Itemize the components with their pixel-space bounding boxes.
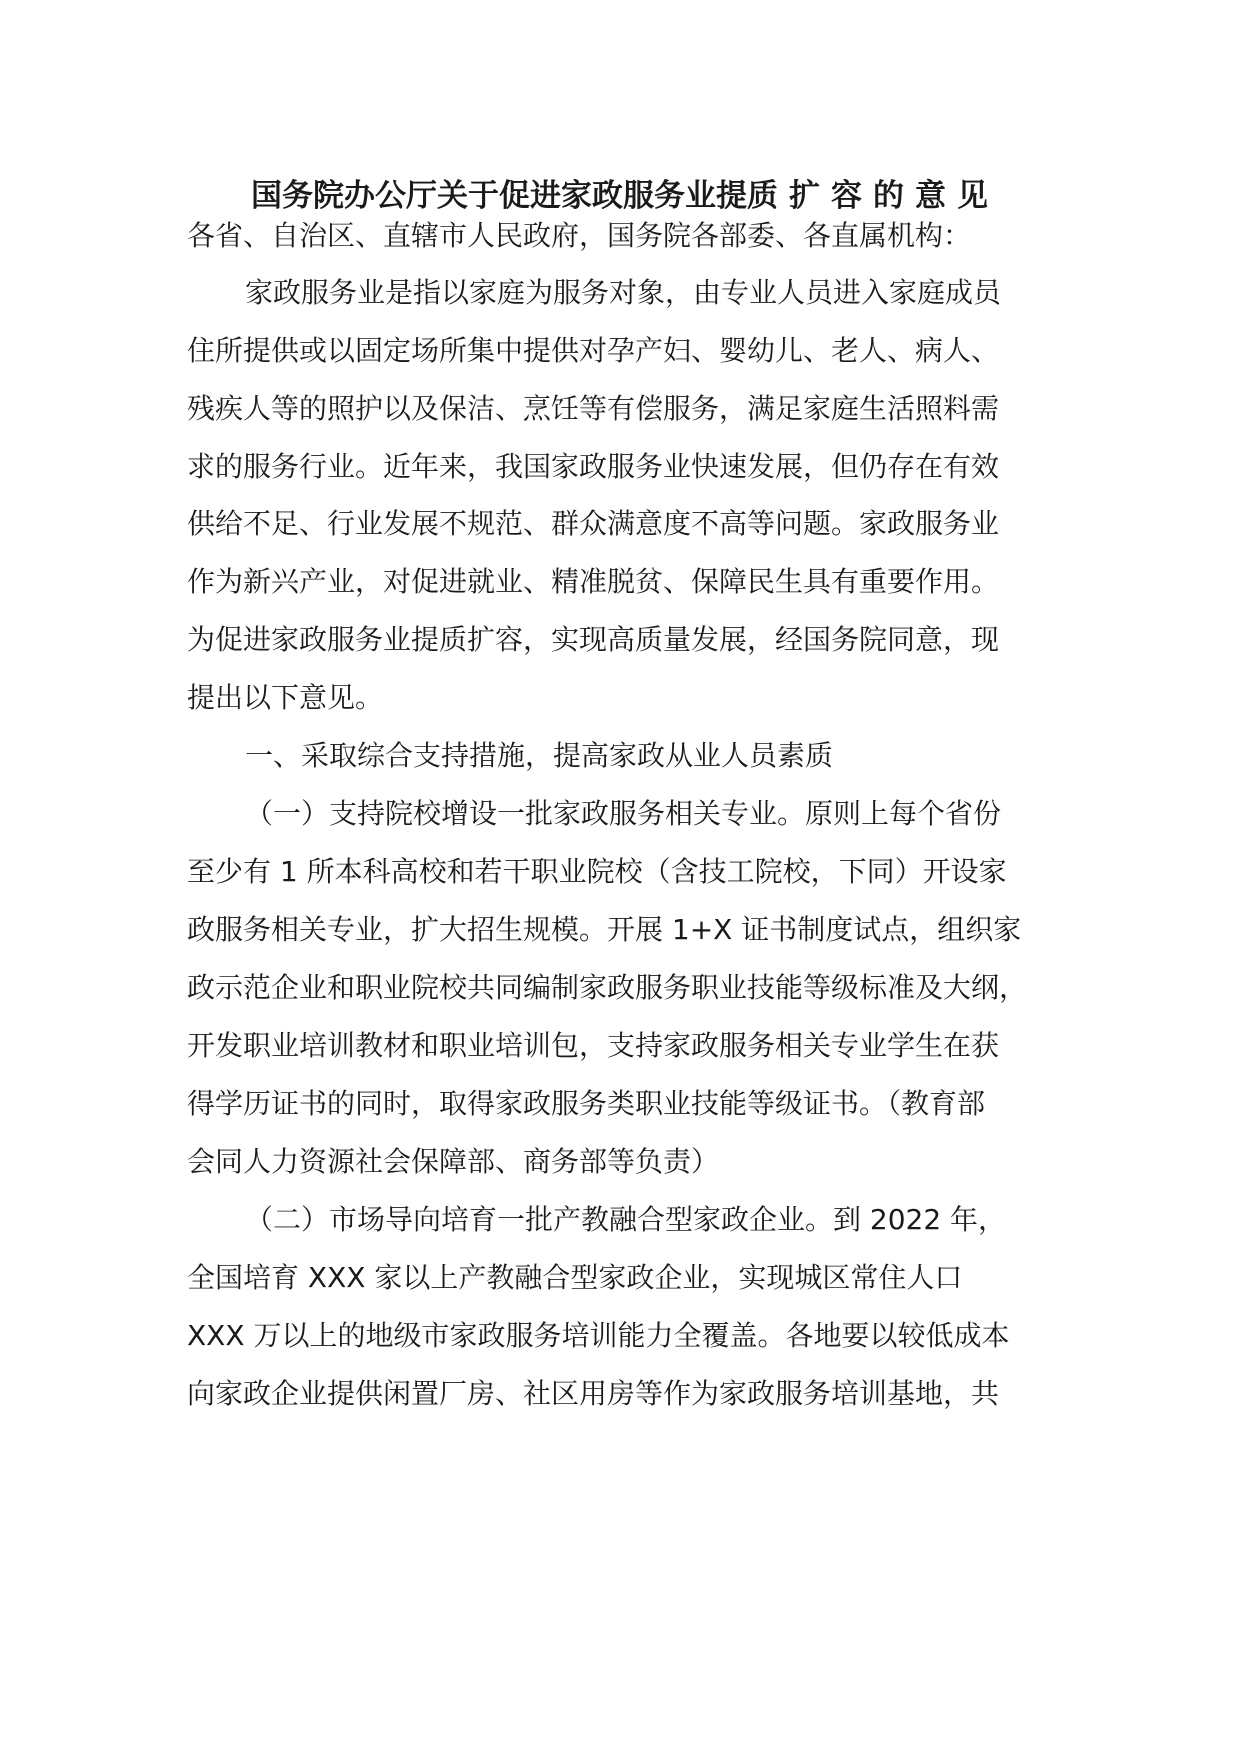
paragraph-line: 得学历证书的同时，取得家政服务类职业技能等级证书。（教育部 [187, 1087, 986, 1120]
paragraph-line: 政服务相关专业，扩大招生规模。开展 1+X 证书制度试点，组织家 [187, 913, 1022, 946]
title-tail: 质扩容的意见 [747, 178, 999, 214]
paragraph-line: 全国培育 XXX 家以上产教融合型家政企业，实现城区常住人口 [187, 1261, 963, 1294]
salutation: 各省、自治区、直辖市人民政府，国务院各部委、各直属机构： [187, 219, 972, 252]
paragraph-line: 供给不足、行业发展不规范、群众满意度不高等问题。家政服务业 [187, 507, 1000, 540]
paragraph-line: 至少有 1 所本科高校和若干职业院校（含技工院校，下同）开设家 [187, 855, 1007, 888]
paragraph-line: （二）市场导向培育一批产教融合型家政企业。到 2022 年， [245, 1203, 1007, 1236]
title-main: 国务院办公厅关于促进家政服务业提 [251, 178, 747, 214]
paragraph-line: 向家政企业提供闲置厂房、社区用房等作为家政服务培训基地，共 [187, 1377, 1000, 1410]
section-heading: 一、采取综合支持措施，提高家政从业人员素质 [245, 739, 834, 772]
paragraph-line: 开发职业培训教材和职业培训包，支持家政服务相关专业学生在获 [187, 1029, 1000, 1062]
paragraph-line: 作为新兴产业，对促进就业、精准脱贫、保障民生具有重要作用。 [187, 565, 1000, 598]
paragraph-line: 会同人力资源社会保障部、商务部等负责） [187, 1145, 720, 1178]
paragraph-line: （一）支持院校增设一批家政服务相关专业。原则上每个省份 [245, 797, 1002, 830]
paragraph-line: 求的服务行业。近年来，我国家政服务业快速发展，但仍存在有效 [187, 450, 1000, 483]
paragraph-line: 家政服务业是指以家庭为服务对象，由专业人员进入家庭成员 [245, 276, 1002, 309]
paragraph-line: 政示范企业和职业院校共同编制家政服务职业技能等级标准及大纲， [187, 971, 1028, 1004]
paragraph-line: 残疾人等的照护以及保洁、烹饪等有偿服务，满足家庭生活照料需 [187, 392, 1000, 425]
paragraph-line: 提出以下意见。 [187, 681, 384, 714]
paragraph-line: 住所提供或以固定场所集中提供对孕产妇、婴幼儿、老人、病人、 [187, 334, 1000, 367]
paragraph-line: 为促进家政服务业提质扩容，实现高质量发展，经国务院同意，现 [187, 623, 1000, 656]
paragraph-line: XXX 万以上的地级市家政服务培训能力全覆盖。各地要以较低成本 [187, 1319, 1010, 1352]
document-title [150, 172, 1100, 220]
